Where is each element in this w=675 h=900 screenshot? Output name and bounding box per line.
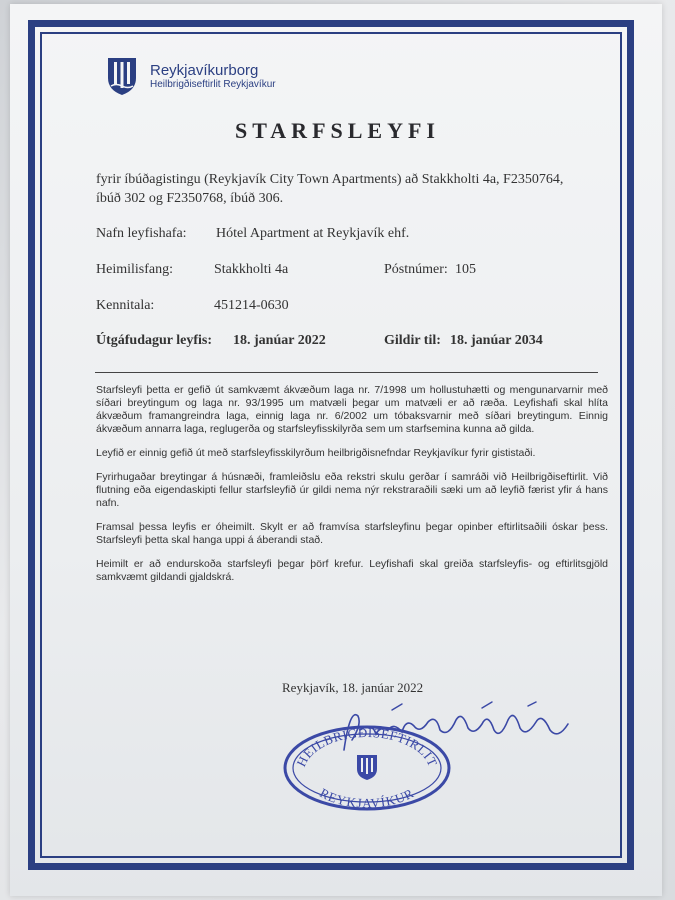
official-stamp	[282, 723, 452, 818]
issue-date-value: 18. janúar 2022	[233, 333, 326, 348]
id-value: 451214-0630	[214, 298, 289, 313]
permit-purpose: fyrir íbúðagistingu (Reykjavík City Town Apartments) að Stakkholti 4a, F2350764, íbúð 302 og F2350768, íbúð 306.	[96, 172, 564, 206]
stamp-bottom-text: REYKJAVÍKUR	[317, 785, 417, 811]
stamp-crest-icon	[357, 755, 377, 780]
terms-paragraph: Heimilt er að endurskoða starfsleyfi þegar þörf krefur. Leyfishafi skal greiða starfsleyfis- og eftirlitsgjöld samkvæmt gildandi gjaldskrá.	[96, 558, 608, 583]
document-title: STARFSLEYFI	[235, 118, 440, 143]
valid-until-value: 18. janúar 2034	[450, 333, 543, 348]
terms-paragraph: Leyfið er einnig gefið út með starfsleyfisskilyrðum heilbrigðisnefndar Reykjavíkur fyrir gististaði.	[96, 447, 536, 459]
terms-paragraph: Framsal þessa leyfis er óheimilt. Skylt er að framvísa starfsleyfinu þegar opinber eftirlitsaðili óskar þess. Starfsleyfi þetta skal hanga uppi á áberandi stað.	[96, 521, 608, 546]
city-crest-icon	[106, 56, 138, 96]
org-subtitle: Heilbrigðiseftirlit Reykjavíkur	[150, 78, 276, 90]
stamp-top-text: HEILBRIGÐISEFTIRLIT	[293, 724, 441, 769]
terms-paragraph: Fyrirhugaðar breytingar á húsnæði, framleiðslu eða rekstri skulu gerðar í samráði við Heilbrigðiseftirlit. Við flutning eða eigendaskipti fellur starfsleyfið úr gildi nema nýr rekstraraðili sæki um að leyfið færist yfir á hans nafn.	[96, 471, 608, 509]
place-date: Reykjavík, 18. janúar 2022	[282, 680, 424, 695]
name-label: Nafn leyfishafa:	[96, 226, 187, 241]
address-value: Stakkholti 4a	[214, 262, 289, 277]
name-value: Hótel Apartment at Reykjavík ehf.	[216, 226, 410, 241]
address-label: Heimilisfang:	[96, 262, 173, 277]
org-name: Reykjavíkurborg	[150, 61, 259, 79]
org-logo	[106, 56, 276, 96]
postal-label: Póstnúmer:	[384, 262, 448, 277]
permit-terms	[96, 384, 608, 595]
section-divider	[95, 372, 598, 373]
terms-paragraph: Starfsleyfi þetta er gefið út samkvæmt ákvæðum laga nr. 7/1998 um hollustuhætti og mengunarvarnir með síðari breytingum og laga nr. 93/1995 um matvæli þegar um matvæli er að ræða. Leyfishafi skal hlíta ákvæðum framangreindra laga, einnig laga nr. 6/2002 um tóbaksvarnir með síðari breytingum. Einnig ákvæðum annarra laga, reglugerða og starfsleyfisskilyrða sem um starfsemina kunna að gilda.	[96, 384, 608, 435]
postal-value: 105	[455, 262, 476, 277]
issue-date-label: Útgáfudagur leyfis:	[96, 333, 213, 348]
id-label: Kennitala:	[96, 298, 155, 313]
valid-until-label: Gildir til:	[384, 333, 441, 348]
